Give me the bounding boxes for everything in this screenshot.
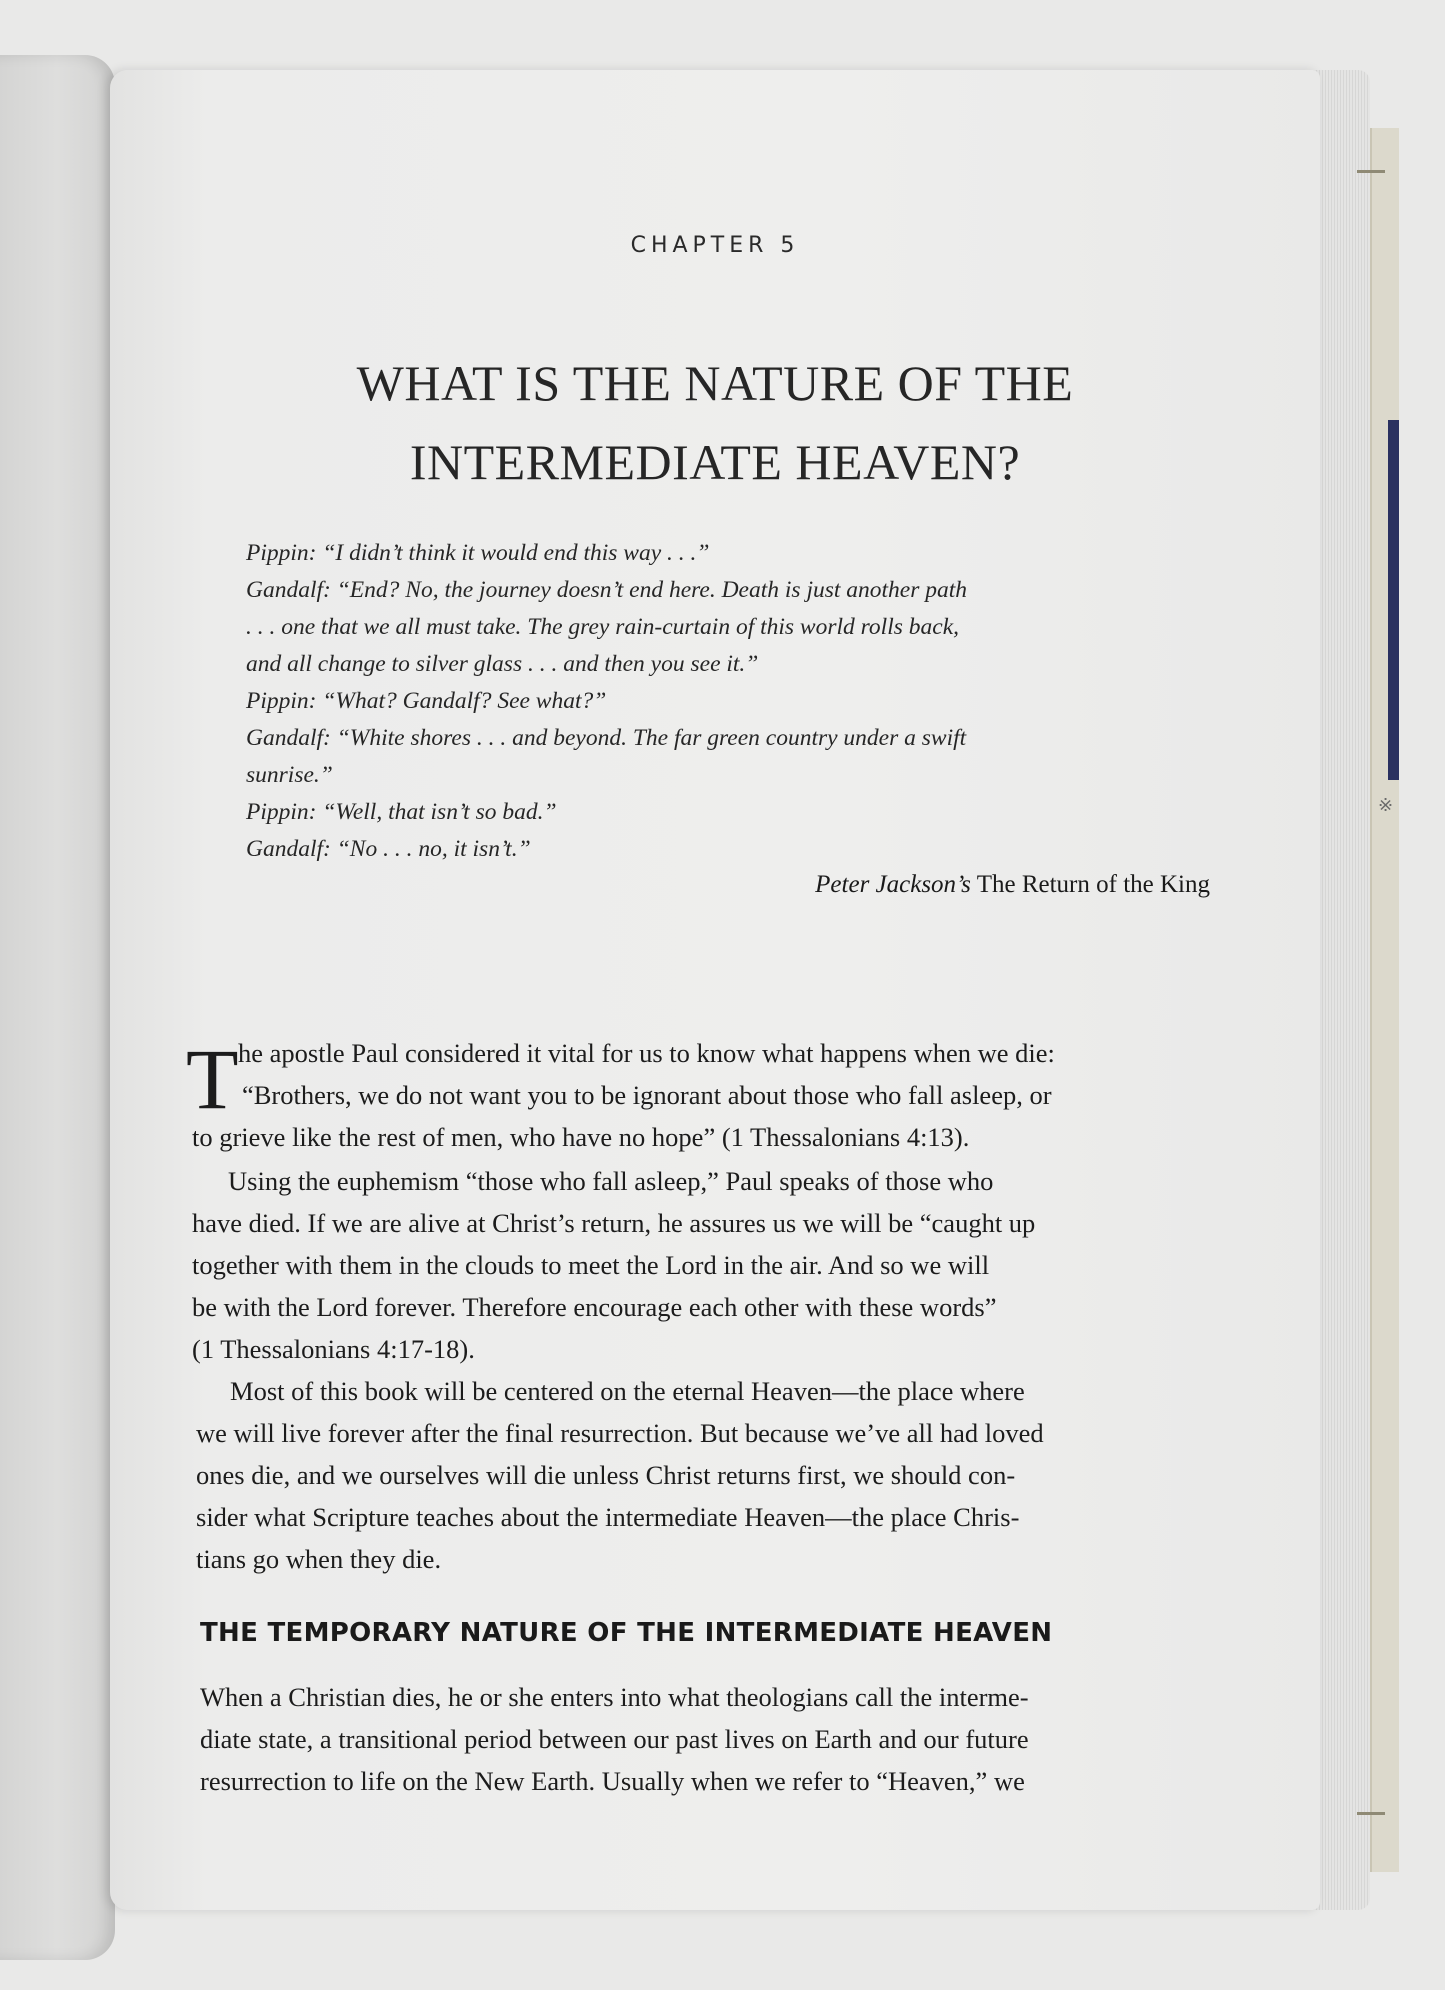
drop-cap: T	[186, 1031, 239, 1127]
body-line: have died. If we are alive at Christ’s return, he assures us we will be “caught up	[192, 1208, 1036, 1238]
epigraph-line: Pippin: “Well, that isn’t so bad.”	[246, 799, 557, 825]
spine-rule-top	[1357, 170, 1385, 173]
chapter-title-line: WHAT IS THE NATURE OF THE	[356, 355, 1074, 411]
body-line: we will live forever after the final resurrection. But because we’ve all had loved	[196, 1418, 1044, 1448]
body-line: “Brothers, we do not want you to be ignorant about those who fall asleep, or	[242, 1080, 1052, 1110]
section-heading: THE TEMPORARY NATURE OF THE INTERMEDIATE HEAVEN	[200, 1618, 1053, 1648]
epigraph-line: . . . one that we all must take. The grey rain-curtain of this world rolls back,	[246, 614, 959, 640]
spine-ribbon	[1388, 420, 1399, 780]
epigraph-line: Pippin: “What? Gandalf? See what?”	[246, 688, 607, 714]
epigraph-line: Gandalf: “No . . . no, it isn’t.”	[246, 836, 531, 862]
body-line: sider what Scripture teaches about the intermediate Heaven—the place Chris-	[196, 1502, 1020, 1532]
epigraph-line: Gandalf: “End? No, the journey doesn’t end here. Death is just another path	[246, 577, 968, 603]
body-line: together with them in the clouds to meet the Lord in the air. And so we will	[192, 1250, 990, 1280]
epigraph-line: sunrise.”	[246, 762, 333, 788]
book-page	[110, 70, 1320, 1910]
body-line: be with the Lord forever. Therefore encourage each other with these words”	[192, 1292, 997, 1322]
book-cover-edge	[1370, 128, 1399, 1872]
epigraph-line: Gandalf: “White shores . . . and beyond. The far green country under a swift	[246, 725, 967, 751]
spine-ornament-icon: ※	[1378, 795, 1394, 815]
chapter-title-line: INTERMEDIATE HEAVEN?	[409, 434, 1021, 490]
body-line: he apostle Paul considered it vital for us to know what happens when we die:	[238, 1038, 1055, 1068]
epigraph-line: and all change to silver glass . . . and then you see it.”	[246, 651, 759, 677]
facing-left-page	[0, 55, 115, 1960]
body-line: Using the euphemism “those who fall asleep,” Paul speaks of those who	[228, 1166, 994, 1196]
body-line: diate state, a transitional period between our past lives on Earth and our future	[200, 1724, 1029, 1754]
body-line: resurrection to life on the New Earth. Usually when we refer to “Heaven,” we	[200, 1766, 1025, 1796]
epigraph-line: Pippin: “I didn’t think it would end this way . . .”	[246, 540, 710, 566]
attribution-author: Peter Jackson’s	[815, 871, 971, 898]
epigraph-attribution	[650, 871, 1210, 899]
chapter-label: CHAPTER 5	[630, 233, 800, 258]
body-line: (1 Thessalonians 4:17-18).	[192, 1334, 475, 1364]
body-line: to grieve like the rest of men, who have no hope” (1 Thessalonians 4:13).	[192, 1122, 970, 1152]
body-line: tians go when they die.	[196, 1544, 442, 1574]
spine-rule-bottom	[1357, 1812, 1385, 1815]
body-line: When a Christian dies, he or she enters into what theologians call the interme-	[200, 1682, 1029, 1712]
body-line: ones die, and we ourselves will die unless Christ returns first, we should con-	[196, 1460, 1016, 1490]
attribution-title: The Return of the King	[976, 871, 1210, 898]
body-line: Most of this book will be centered on the eternal Heaven—the place where	[230, 1376, 1025, 1406]
